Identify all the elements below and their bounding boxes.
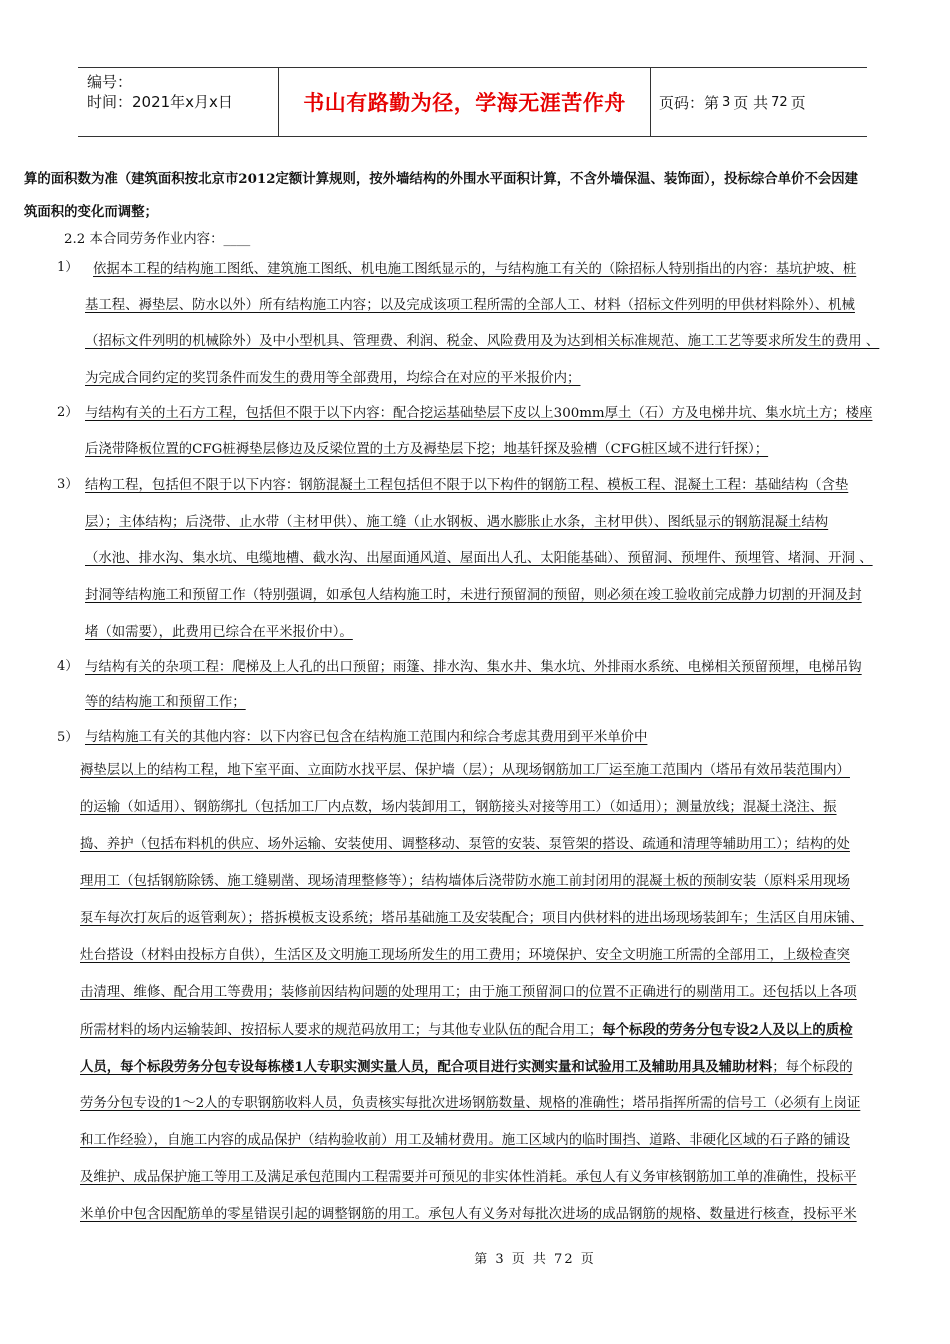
para-line: 和工作经验），自施工内容的成品保护（结构验收前）用工及辅材费用。施工区域内的临时围挡、道路、非硬化区域的石子路的铺设 [80,1133,850,1148]
para-segment: 所需材料的场内运输装卸、按招标人要求的规范码放用工；与其他专业队伍的配合用工； [80,1023,603,1038]
item-text-line: 与结构施工有关的其他内容：以下内容已包含在结构施工范围内和综合考虑其费用到平米单价中 [85,730,648,745]
item-text-line: （水池、排水沟、集水坑、电缆地槽、截水沟、出屋面通风道、屋面出人孔、太阳能基础）、预留洞、预埋件、预埋管、堵洞、开洞 、 [85,551,873,566]
item-number: 4） [57,659,79,674]
page-footer: 第 3 页 共 72 页 [474,1252,596,1267]
para-line: 及维护、成品保护施工等用工及满足承包范围内工程需要并可预见的非实体性消耗。承包人有义务审核钢筋加工单的准确性，投标平 [80,1170,857,1185]
para-segment: ；每个标段的 [772,1060,853,1075]
item-text-line: 堵（如需要），此费用已综合在平米报价中）。 [85,625,353,640]
para-line-mixed [80,1058,853,1077]
para-line: 捣、养护（包括布料机的供应、场外运输、安装使用、调整移动、泵管的安装、泵管架的搭设、疏通和清理等辅助用工）；结构的处 [80,837,850,852]
para-line: 理用工（包括钢筋除锈、施工缝剔凿、现场清理整修等）；结构墙体后浇带防水施工前封闭用的混凝土板的预制安装（原料采用现场 [80,874,850,889]
intro-line: 筑面积的变化而调整； [24,204,158,220]
para-line: 击清理、维修、配合用工等费用；装修前因结构问题的处理用工；由于施工预留洞口的位置不正确进行的剔凿用工。还包括以上各项 [80,985,857,1000]
item-number: 2） [57,405,79,420]
intro-line: 算的面积数为准（建筑面积按北京市2012定额计算规则，按外墙结构的外围水平面积计算，不含外墙保温、装饰面），投标综合单价不会因建 [24,171,859,187]
item-text-line: 层）；主体结构；后浇带、止水带（主材甲供）、施工缝（止水钢板、遇水膨胀止水条，主材甲供）、图纸显示的钢筋混凝土结构 [85,515,829,530]
para-line: 米单价中包含因配筋单的零星错误引起的调整钢筋的用工。承包人有义务对每批次进场的成品钢筋的规格、数量进行核查，投标平米 [80,1207,857,1222]
item-text-line: 依据本工程的结构施工图纸、建筑施工图纸、机电施工图纸显示的，与结构施工有关的（除招标人特别指出的内容：基坑护坡、桩 [93,262,857,277]
header-meta [78,68,279,136]
time-label: 时间：2021年x月x日 [87,93,233,111]
item-number: 3） [57,477,79,492]
page-total: 72 [771,94,788,110]
page-number: 3 [722,94,731,110]
page-header [78,67,867,137]
header-motto: 书山有路勤为径，学海无涯苦作舟 [279,68,651,136]
item-text-line: 封洞等结构施工和预留工作（特别强调，如承包人结构施工时，未进行预留洞的预留，则必须在竣工验收前完成静力切割的开洞及封 [85,588,862,603]
item-number: 1） [57,260,79,275]
para-bold-segment: 每个标段的劳务分包专设2人及以上的质检 [602,1022,853,1038]
code-label: 编号： [87,73,133,91]
item-text-line: 结构工程，包括但不限于以下内容：钢筋混凝土工程包括但不限于以下构件的钢筋工程、模板工程、混凝土工程：基础结构（含垫 [85,478,849,493]
header-page-info [651,68,867,136]
item-text-line: 后浇带降板位置的CFG桩褥垫层修边及反梁位置的土方及褥垫层下挖；地基钎探及验槽（CFG桩区域不进行钎探）； [85,442,769,457]
para-line-mixed [80,1021,853,1040]
item-text-line: 与结构有关的土石方工程，包括但不限于以下内容：配合挖运基础垫层下皮以上300mm厚土（石）方及电梯井坑、集水坑土方；楼座 [85,406,873,421]
item-number: 5） [57,730,79,745]
page-mid: 页 共 [733,93,769,112]
para-line: 泵车每次打灰后的返管剩灰）；搭拆模板支设系统；塔吊基础施工及安装配合；项目内供材料的进出场现场装卸车；生活区自用床铺、 [80,911,864,926]
item-text-line: 基工程、褥垫层、防水以外）所有结构施工内容；以及完成该项工程所需的全部人工、材料（招标文件列明的甲供材料除外）、机械 [85,298,855,313]
para-line: 褥垫层以上的结构工程，地下室平面、立面防水找平层、保护墙（层）；从现场钢筋加工厂运至施工范围内（塔吊有效吊装范围内） [80,763,850,778]
para-line: 灶台搭设（材料由投标方自供），生活区及文明施工现场所发生的用工费用；环境保护、安全文明施工所需的全部用工，上级检查突 [80,948,850,963]
section-title: 2.2 本合同劳务作业内容：____ [64,232,251,247]
item-text-line: （招标文件列明的机械除外）及中小型机具、管理费、利润、税金、风险费用及为达到相关标准规范、施工工艺等要求所发生的费用 、 [85,334,880,349]
page-label: 页码：第 [659,93,720,112]
item-text-line: 等的结构施工和预留工作； [85,695,246,710]
item-text-line: 与结构有关的杂项工程：爬梯及上人孔的出口预留；雨篷、排水沟、集水井、集水坑、外排雨水系统、电梯相关预留预埋，电梯吊钩 [85,660,862,675]
page-end: 页 [790,93,806,112]
item-text-line: 为完成合同约定的奖罚条件而发生的费用等全部费用，均综合在对应的平米报价内； [85,371,581,386]
para-line: 劳务分包专设的1～2人的专职钢筋收料人员，负责核实每批次进场钢筋数量、规格的准确性；塔吊指挥所需的信号工（必须有上岗证 [80,1096,861,1111]
para-line: 的运输（如适用）、钢筋绑扎（包括加工厂内点数，场内装卸用工，钢筋接头对接等用工）（如适用）；测量放线；混凝土浇注、振 [80,800,837,815]
para-bold-segment: 人员，每个标段劳务分包专设每栋楼1人专职实测实量人员，配合项目进行实测实量和试验用工及辅助用具及辅助材料 [80,1059,773,1075]
